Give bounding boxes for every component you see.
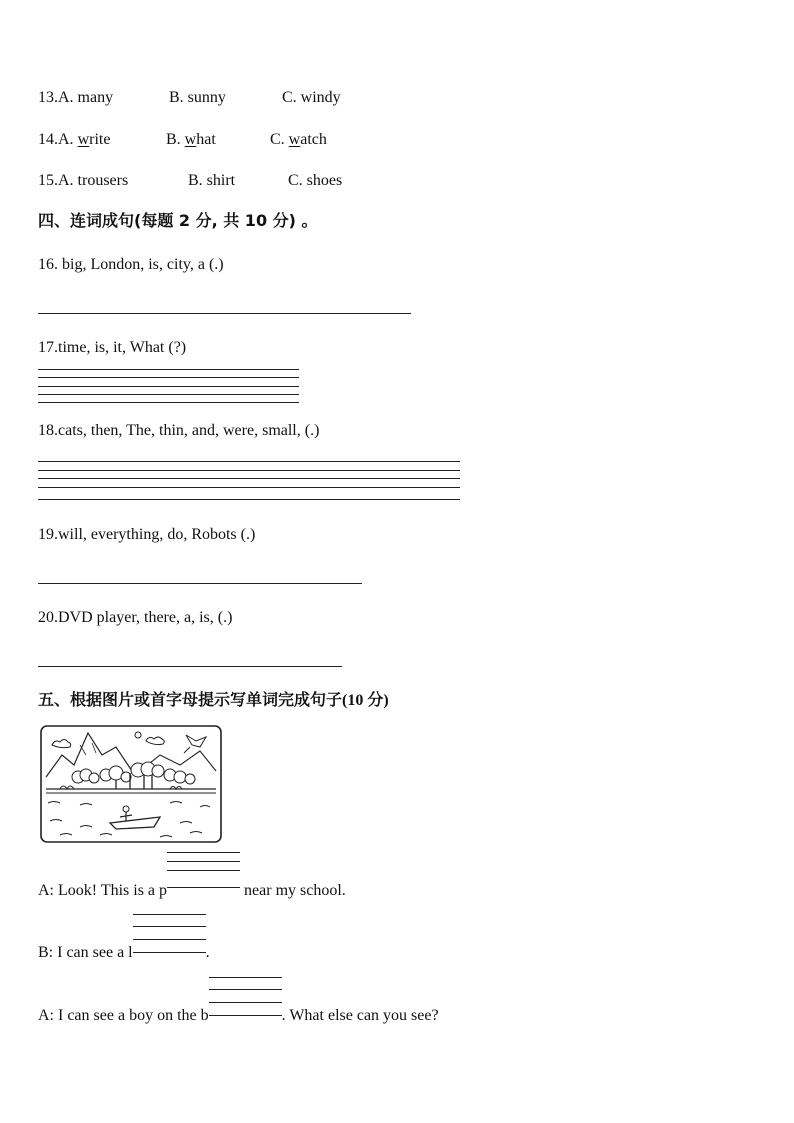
answer-line[interactable] — [38, 461, 460, 462]
question-20: 20.DVD player, there, a, is, (.) — [38, 609, 233, 626]
answer-line — [38, 499, 460, 500]
answer-line[interactable] — [38, 583, 362, 584]
section-5-title: 五、根据图片或首字母提示写单词完成句子 — [38, 690, 343, 709]
option-b: B. sunny — [169, 89, 226, 106]
answer-line[interactable] — [38, 369, 299, 370]
option-a: A. write — [58, 131, 111, 148]
question-15 — [38, 171, 343, 191]
question-18: 18.cats, then, The, thin, and, were, small, (.) — [38, 422, 320, 439]
answer-line — [38, 377, 299, 378]
blank-3[interactable] — [209, 1004, 282, 1020]
question-number: 13. — [38, 89, 58, 106]
blank-1[interactable] — [167, 879, 240, 895]
park-lake-boat-illustration — [40, 725, 222, 843]
option-b: B. shirt — [188, 172, 236, 189]
option-b: B. what — [166, 131, 216, 148]
question-13 — [38, 88, 341, 108]
sentence-1: A: Look! This is a p near my school. — [38, 879, 346, 901]
sentence-3: A: I can see a boy on the b . What else can you see? — [38, 1004, 439, 1026]
option-c: C. windy — [282, 89, 341, 106]
answer-line — [38, 402, 299, 403]
option-c: C. watch — [270, 131, 327, 148]
answer-line — [38, 394, 299, 395]
option-a: A. trousers — [58, 172, 129, 189]
option-a: A. many — [58, 89, 114, 106]
section-4-heading: 四、连词成句(每题 2 分, 共 10 分) 。 — [38, 211, 318, 230]
answer-line — [38, 386, 299, 387]
question-14 — [38, 130, 327, 150]
answer-line — [38, 487, 460, 488]
answer-line[interactable] — [38, 666, 342, 667]
section-5-heading — [38, 690, 389, 711]
answer-line — [38, 478, 460, 479]
blank-2[interactable] — [133, 941, 206, 957]
answer-line — [38, 470, 460, 471]
question-16: 16. big, London, is, city, a (.) — [38, 256, 224, 273]
option-c: C. shoes — [288, 172, 343, 189]
question-number: 15. — [38, 172, 58, 189]
question-19: 19.will, everything, do, Robots (.) — [38, 526, 256, 543]
sentence-2: B: I can see a l . — [38, 941, 210, 963]
answer-line[interactable] — [38, 313, 411, 314]
section-5-score: (10 分) — [342, 692, 389, 709]
question-number: 14. — [38, 131, 58, 148]
question-17: 17.time, is, it, What (?) — [38, 339, 187, 356]
